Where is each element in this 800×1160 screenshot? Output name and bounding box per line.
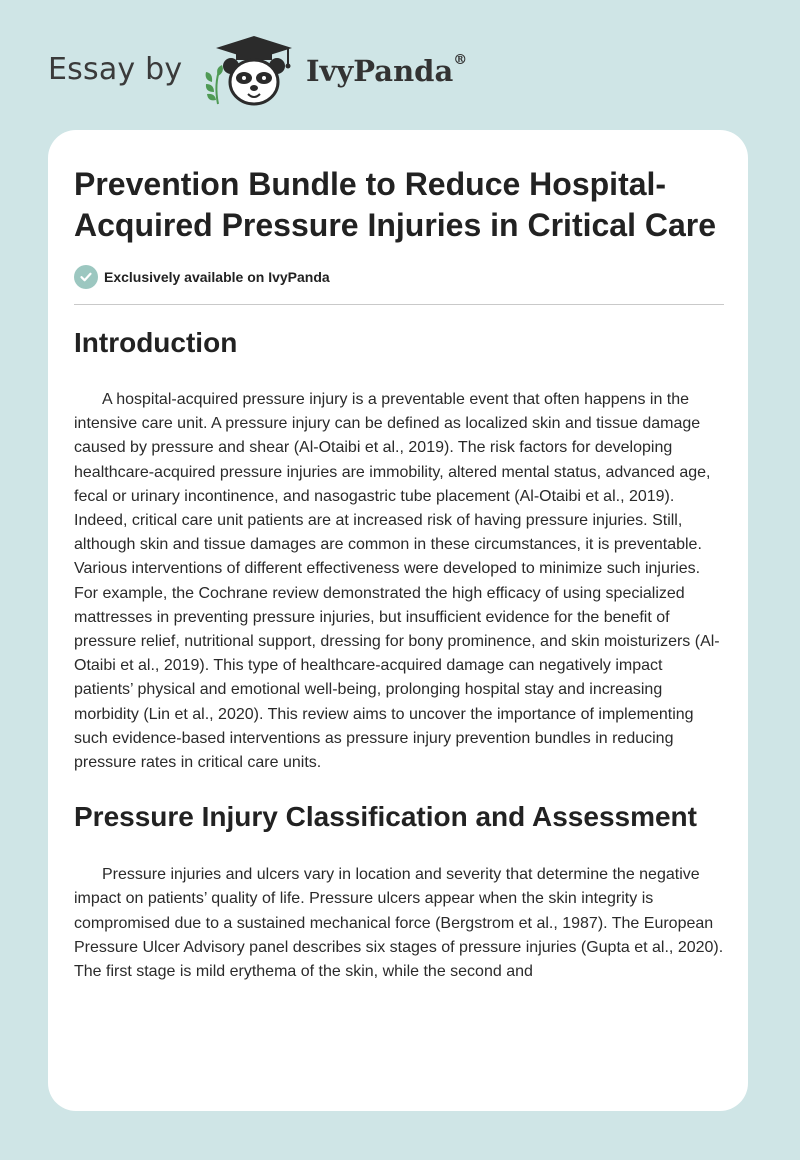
section-paragraph-introduction: A hospital-acquired pressure injury is a preventable event that often happens in the intensive care unit. A pressure injury can be defined as localized skin and tissue damage caused by pressure and shear (Al-Otaibi et al., 2019). The risk factors for developing healthcare-acquired pressure injuries are immobility, altered mental status, advanced age, fecal or urinary incontinence, and nasogastric tube placement (Al-Otaibi et al., 2019). Indeed, critical care unit patients are at increased risk of having pressure injuries. Still, although skin and tissue damages are common in these circumstances, it is preventable. Various interventions of different effectiveness were developed to minimize such injuries. For example, the Cochrane review demonstrated the high efficacy of using specialized mattresses in preventing pressure injuries, but insufficient evidence for the benefit of pressure relief, nutritional support, dressing for bony prominence, and skin moisturizers (Al-Otaibi et al., 2019). This type of healthcare-acquired damage can negatively impact patients’ physical and emotional well-being, prolonging hospital stay and increasing morbidity (Lin et al., 2020). This review aims to uncover the importance of implementing such evidence-based interventions as pressure injury prevention bundles in reducing pressure rates in critical care units. [74,391,720,772]
brand-logo-text: IvyPanda® [306,52,468,88]
badge-text: Exclusively available on IvyPanda [104,269,330,285]
exclusive-badge [74,264,724,290]
divider [74,304,724,305]
essay-title: Prevention Bundle to Reduce Hospital-Acquired Pressure Injuries in Critical Care [74,166,717,243]
checkmark-icon [74,265,98,289]
panda-graduate-icon [198,30,298,110]
site-header [48,30,508,110]
essay-by-label: Essay by [48,52,183,87]
section-heading-classification: Pressure Injury Classification and Assessment [74,801,697,833]
section-paragraph-classification: Pressure injuries and ulcers vary in location and severity that determine the negative impact on patients’ quality of life. Pressure ulcers appear when the skin integrity is compromised due to a sustained mechanical force (Bergstrom et al., 1987). The European Pressure Ulcer Advisory panel describes six stages of pressure injuries (Gupta et al., 2020). The first stage is mild erythema of the skin, while the second and [74,866,724,981]
section-heading-introduction: Introduction [74,327,238,358]
essay-card [48,130,748,1111]
